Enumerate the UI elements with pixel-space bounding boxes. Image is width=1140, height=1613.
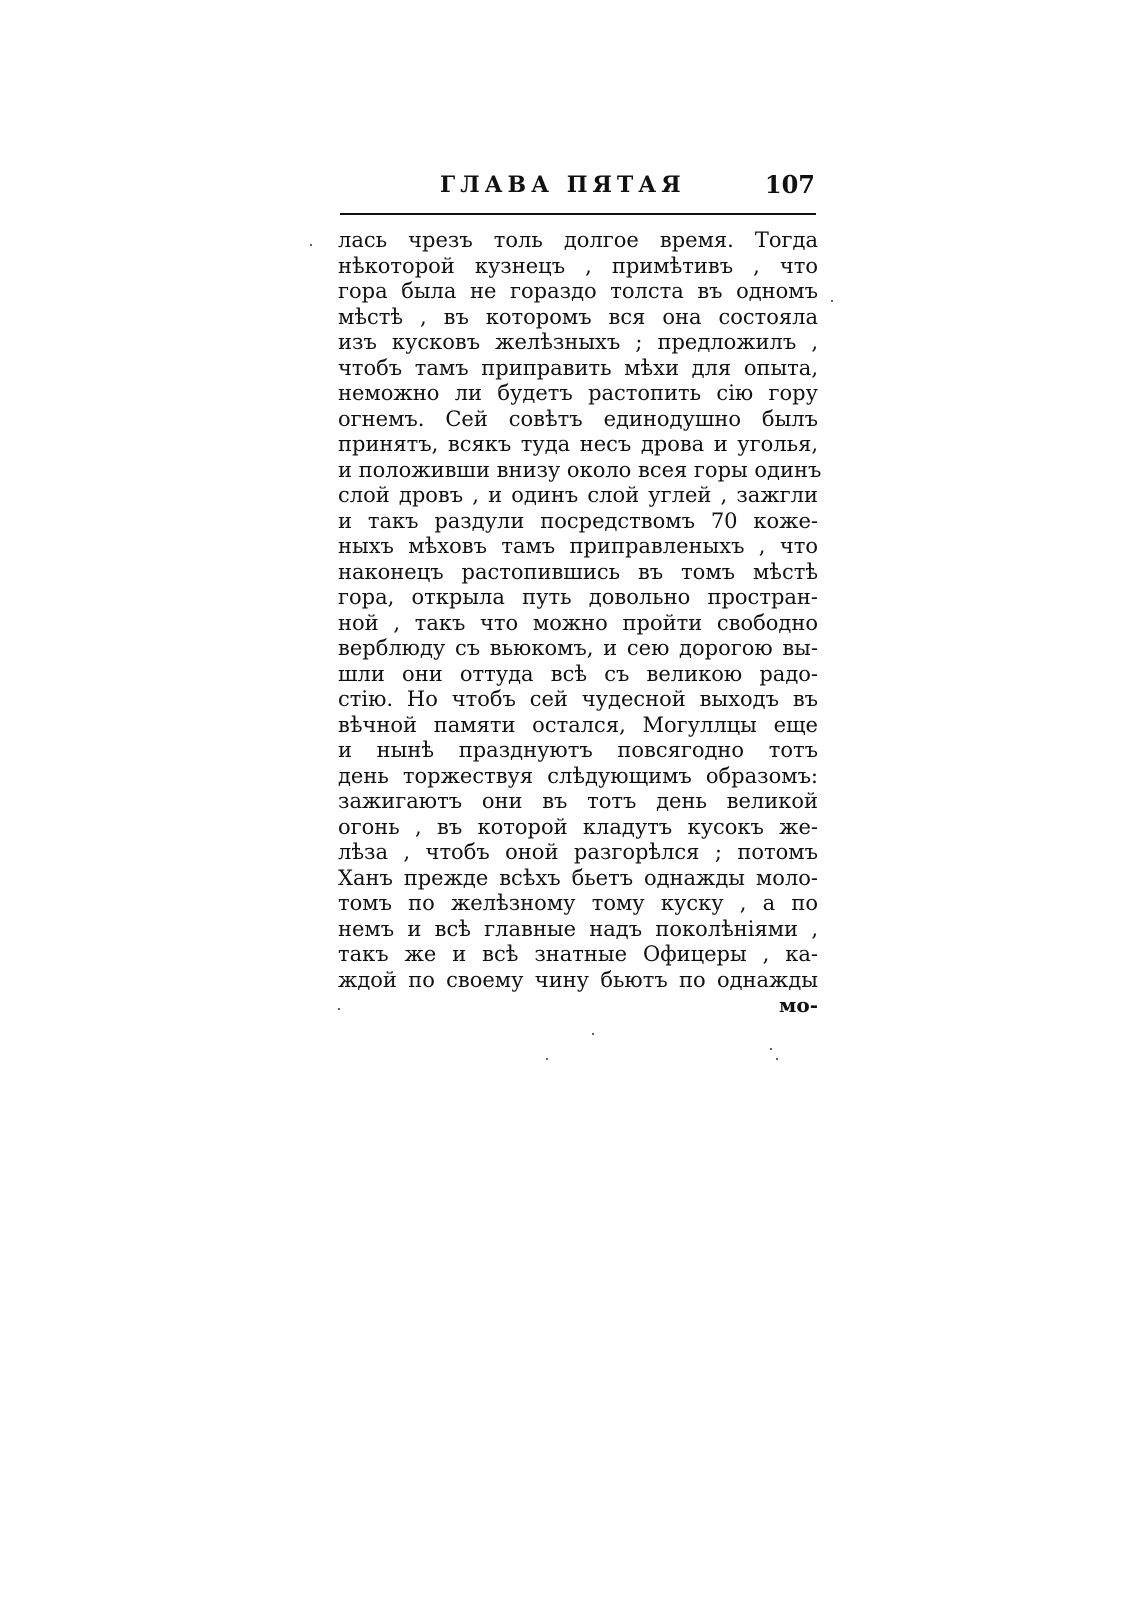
header-rule [340, 213, 816, 215]
text-line: Ханъ прежде всѣхъ бьетъ однажды моло- [338, 865, 818, 890]
text-line: и положивши внизу около всея горы одинъ [338, 457, 822, 482]
text-line: гора была не гораздо толста въ одномъ [338, 279, 818, 303]
text-line: чтобъ тамъ приправить мѣхи для опыта, [338, 355, 818, 380]
catchword: мо- [778, 993, 818, 1017]
text-line: наконецъ растопившись въ томъ мѣстѣ [338, 559, 818, 584]
scan-speck [592, 1033, 594, 1035]
running-head [335, 168, 815, 202]
scan-speck [338, 1008, 340, 1010]
text-line: зажигаютъ они въ тотъ день великой [338, 789, 818, 813]
scan-speck [831, 300, 833, 302]
scan-speck [546, 1058, 548, 1060]
catchword-area [338, 993, 818, 1019]
scan-speck [770, 1048, 772, 1050]
text-line: ждой по своему чину бьютъ по однажды [338, 967, 818, 992]
text-line: немъ и всѣ главные надъ поколѣніями , [338, 916, 818, 941]
text-line: ной , такъ что можно пройти свободно [338, 610, 818, 635]
text-line: и нынѣ празднуютъ повсягодно тотъ [338, 738, 818, 762]
text-line: огнемъ. Сей совѣтъ единодушно былъ [338, 406, 818, 431]
scan-speck [776, 1058, 778, 1060]
text-line: лась чрезъ толь долгое время. Тогда [338, 228, 818, 252]
text-line: нѣкоторой кузнецъ , примѣтивъ , что [338, 253, 818, 278]
text-line: изъ кусковъ желѣзныхъ ; предложилъ , [338, 330, 818, 354]
text-line: ныхъ мѣховъ тамъ приправленыхъ , что [338, 534, 818, 558]
text-line: и такъ раздули посредствомъ 70 коже- [338, 508, 818, 533]
text-line: шли они оттуда всѣ съ великою радо- [338, 661, 818, 686]
text-line: гора, открыла путь довольно простран- [338, 585, 818, 609]
text-line: верблюду съ вьюкомъ, и сею дорогою вы- [338, 636, 818, 660]
text-line: вѣчной памяти остался, Могуллцы еще [338, 712, 818, 737]
page-number: 107 [764, 170, 815, 199]
text-line: мѣстѣ , въ которомъ вся она состояла [338, 304, 818, 329]
scan-speck [310, 244, 312, 246]
text-line: огонь , въ которой кладутъ кусокъ же- [338, 814, 818, 839]
text-line: стію. Но чтобъ сей чудесной выходъ въ [338, 687, 818, 711]
text-line: такъ же и всѣ знатные Офицеры , ка- [338, 942, 818, 966]
text-line: томъ по желѣзному тому куску , а по [338, 891, 818, 915]
text-line: лѣза , чтобъ оной разгорѣлся ; потомъ [338, 840, 818, 864]
text-line: неможно ли будетъ растопить сію гору [338, 381, 818, 405]
body-text [338, 228, 822, 993]
chapter-title: ГЛАВА ПЯТАЯ [440, 172, 686, 198]
text-line: принятъ, всякъ туда несъ дрова и уголья, [338, 432, 818, 456]
text-line: день торжествуя слѣдующимъ образомъ: [338, 763, 818, 788]
text-line: слой дровъ , и одинъ слой углей , зажгли [338, 483, 818, 507]
